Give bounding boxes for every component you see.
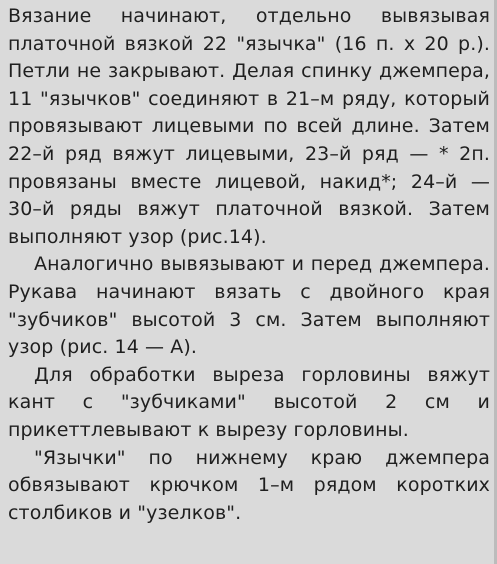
paragraph: Аналогично вывязывают и перед джемпера. Рукава начинают вязать с двойного края "зубчиков" высотой 3 см. Затем выполняют узор (рис. 14 — А). (8, 253, 490, 359)
document-body (8, 3, 490, 527)
paragraph: Вязание начинают, отдельно вывязывая платочной вязкой 22 "язычка" (16 п. х 20 р.). Петли не закрывают. Делая спинку джемпера, 11 "язычков" соединяют в 21–м ряду, который провязывают лицевыми по всей длине. Затем 22–й ряд вяжут лицевыми, 23–й ряд — * 2п. провязаны вместе лицевой, накид*; 24–й — 30–й ряды вяжут платочной вязкой. Затем выполняют узор (рис.14). (8, 5, 490, 248)
paragraph: Для обработки выреза горловины вяжут кант с "зубчиками" высотой 2 см и прикеттлевывают к вырезу горловины. (8, 363, 490, 441)
paragraph: "Язычки" по нижнему краю джемпера обвязывают крючком 1–м рядом коротких столбиков и "узелков". (8, 446, 490, 524)
